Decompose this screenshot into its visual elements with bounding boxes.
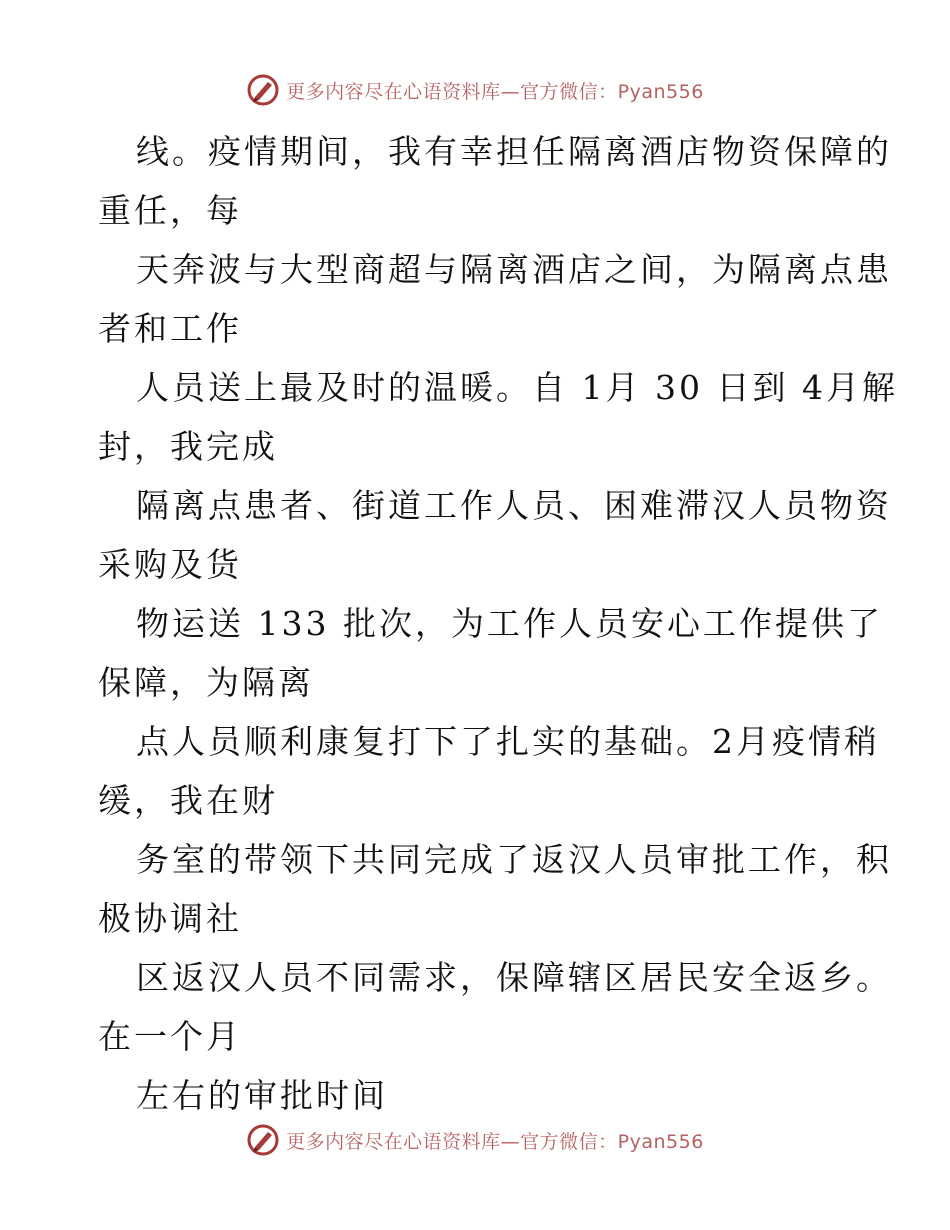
document-body <box>98 122 898 1125</box>
text-line: 区返汉人员不同需求，保障辖区居民安全返乡。 <box>136 958 892 997</box>
text-line: 物运送 133 批次，为工作人员安心工作提供了 <box>136 604 883 643</box>
brush-pen-logo-icon <box>246 73 280 107</box>
text-line: 封，我完成 <box>98 427 278 466</box>
text-line: 者和工作 <box>98 309 242 348</box>
text-line: 采购及货 <box>98 545 242 584</box>
footer-banner <box>0 1118 950 1162</box>
text-line: 极协调社 <box>98 899 242 938</box>
header-banner-text: 更多内容尽在心语资料库—官方微信：Pyan556 <box>286 80 704 103</box>
text-line: 线。疫情期间，我有幸担任隔离酒店物资保障的 <box>136 132 892 171</box>
text-line: 点人员顺利康复打下了扎实的基础。2月疫情稍 <box>136 722 880 761</box>
text-line: 人员送上最及时的温暖。自 1月 30 日到 4月解 <box>136 368 898 407</box>
text-line: 在一个月 <box>98 1017 242 1056</box>
text-line: 重任，每 <box>98 191 242 230</box>
text-line: 隔离点患者、街道工作人员、困难滞汉人员物资 <box>136 486 892 525</box>
brush-pen-logo-icon <box>246 1123 280 1157</box>
text-line: 务室的带领下共同完成了返汉人员审批工作，积 <box>136 840 892 879</box>
header-banner <box>0 68 950 112</box>
text-line: 左右的审批时间 <box>136 1076 388 1115</box>
footer-banner-text: 更多内容尽在心语资料库—官方微信：Pyan556 <box>286 1130 704 1153</box>
text-line: 天奔波与大型商超与隔离酒店之间，为隔离点患 <box>136 250 892 289</box>
text-line: 缓，我在财 <box>98 781 278 820</box>
text-line: 保障，为隔离 <box>98 663 314 702</box>
